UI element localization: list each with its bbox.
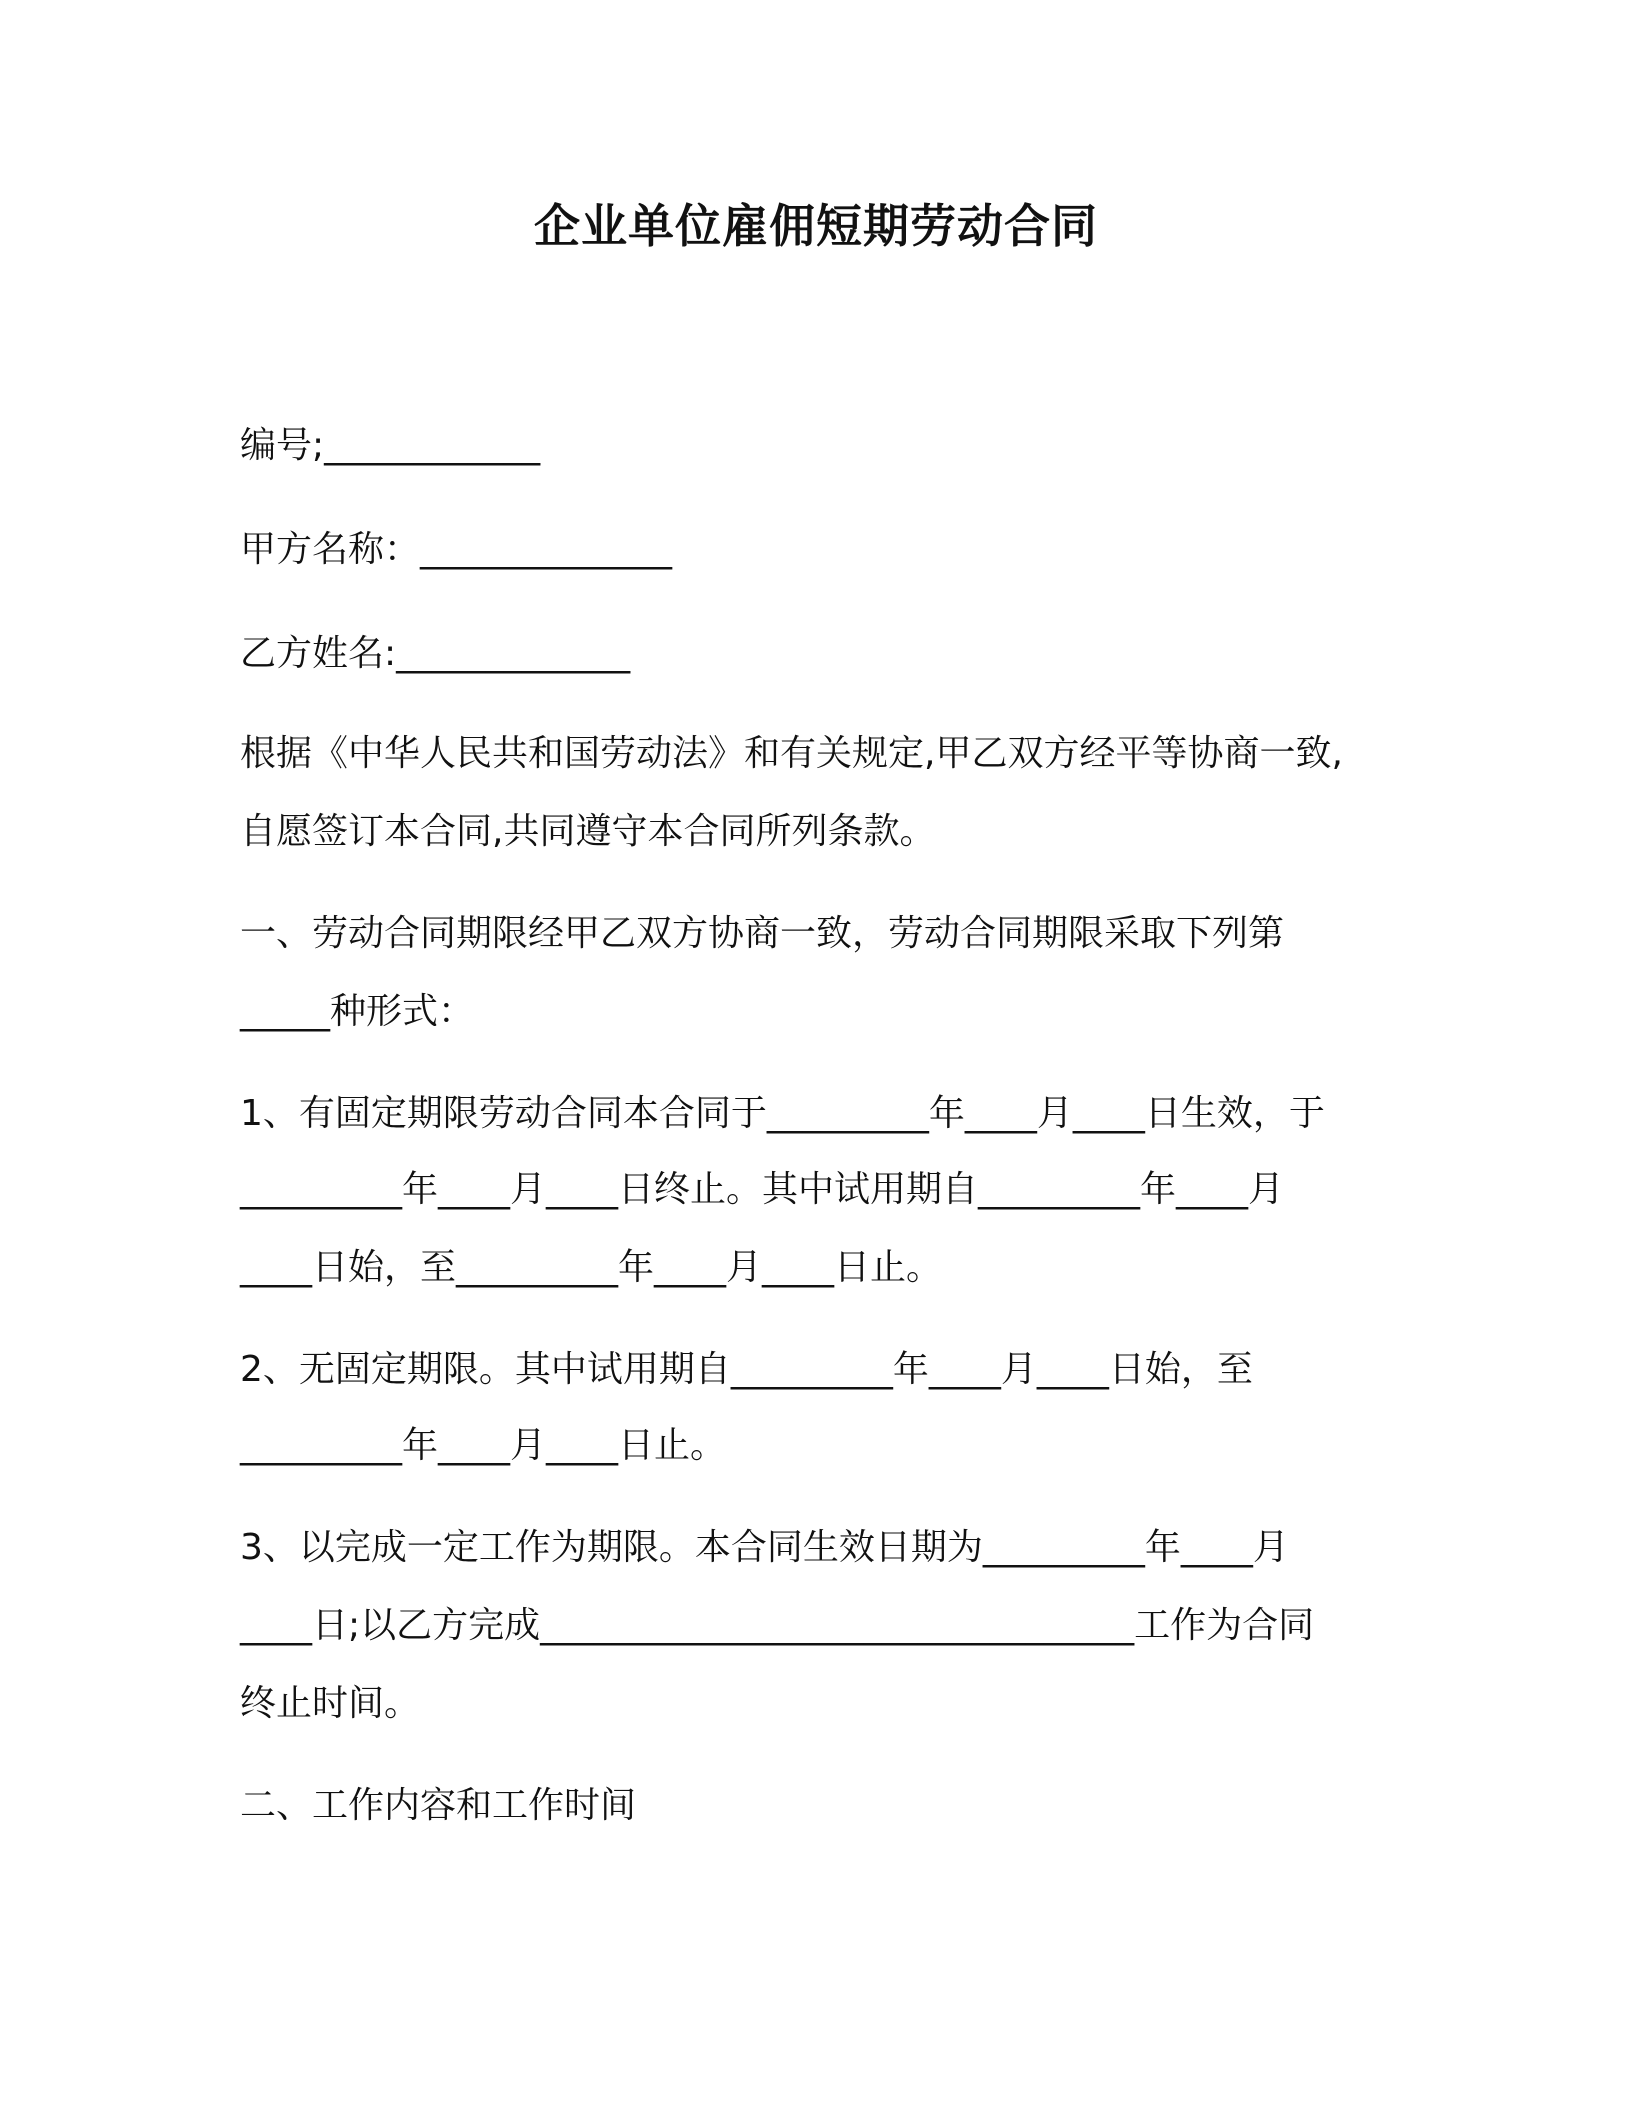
contract-number-line: 编号;____________ [240, 425, 541, 466]
section-1-heading-line-2: _____种形式： [240, 991, 475, 1032]
item-3-line-3: 终止时间。 [240, 1683, 421, 1724]
item-3-line-2: ____日;以乙方完成_________________________________工作为合同 [240, 1605, 1315, 1646]
document-title: 企业单位雇佣短期劳动合同 [534, 199, 1098, 253]
item-3-line-1: 3、以完成一定工作为期限。本合同生效日期为_________年____月 [240, 1527, 1289, 1568]
item-1-line-3: ____日始，至_________年____月____日止。 [240, 1247, 943, 1288]
item-1-line-1: 1、有固定期限劳动合同本合同于_________年____月____日生效，于 [240, 1093, 1325, 1134]
item-2-line-2: _________年____月____日止。 [240, 1425, 727, 1466]
preamble-line-2: 自愿签订本合同,共同遵守本合同所列条款。 [240, 811, 936, 852]
item-1-line-2: _________年____月____日终止。其中试用期自_________年____月 [240, 1169, 1285, 1210]
party-a-name-line: 甲方名称：______________ [240, 529, 673, 570]
section-1-heading-line-1: 一、劳动合同期限经甲乙双方协商一致，劳动合同期限采取下列第 [240, 913, 1285, 954]
section-2-heading: 二、工作内容和工作时间 [240, 1785, 637, 1826]
preamble-line-1: 根据《中华人民共和国劳动法》和有关规定,甲乙双方经平等协商一致, [240, 733, 1343, 774]
party-b-name-line: 乙方姓名:_____________ [240, 633, 631, 674]
item-2-line-1: 2、无固定期限。其中试用期自_________年____月____日始，至 [240, 1349, 1253, 1390]
